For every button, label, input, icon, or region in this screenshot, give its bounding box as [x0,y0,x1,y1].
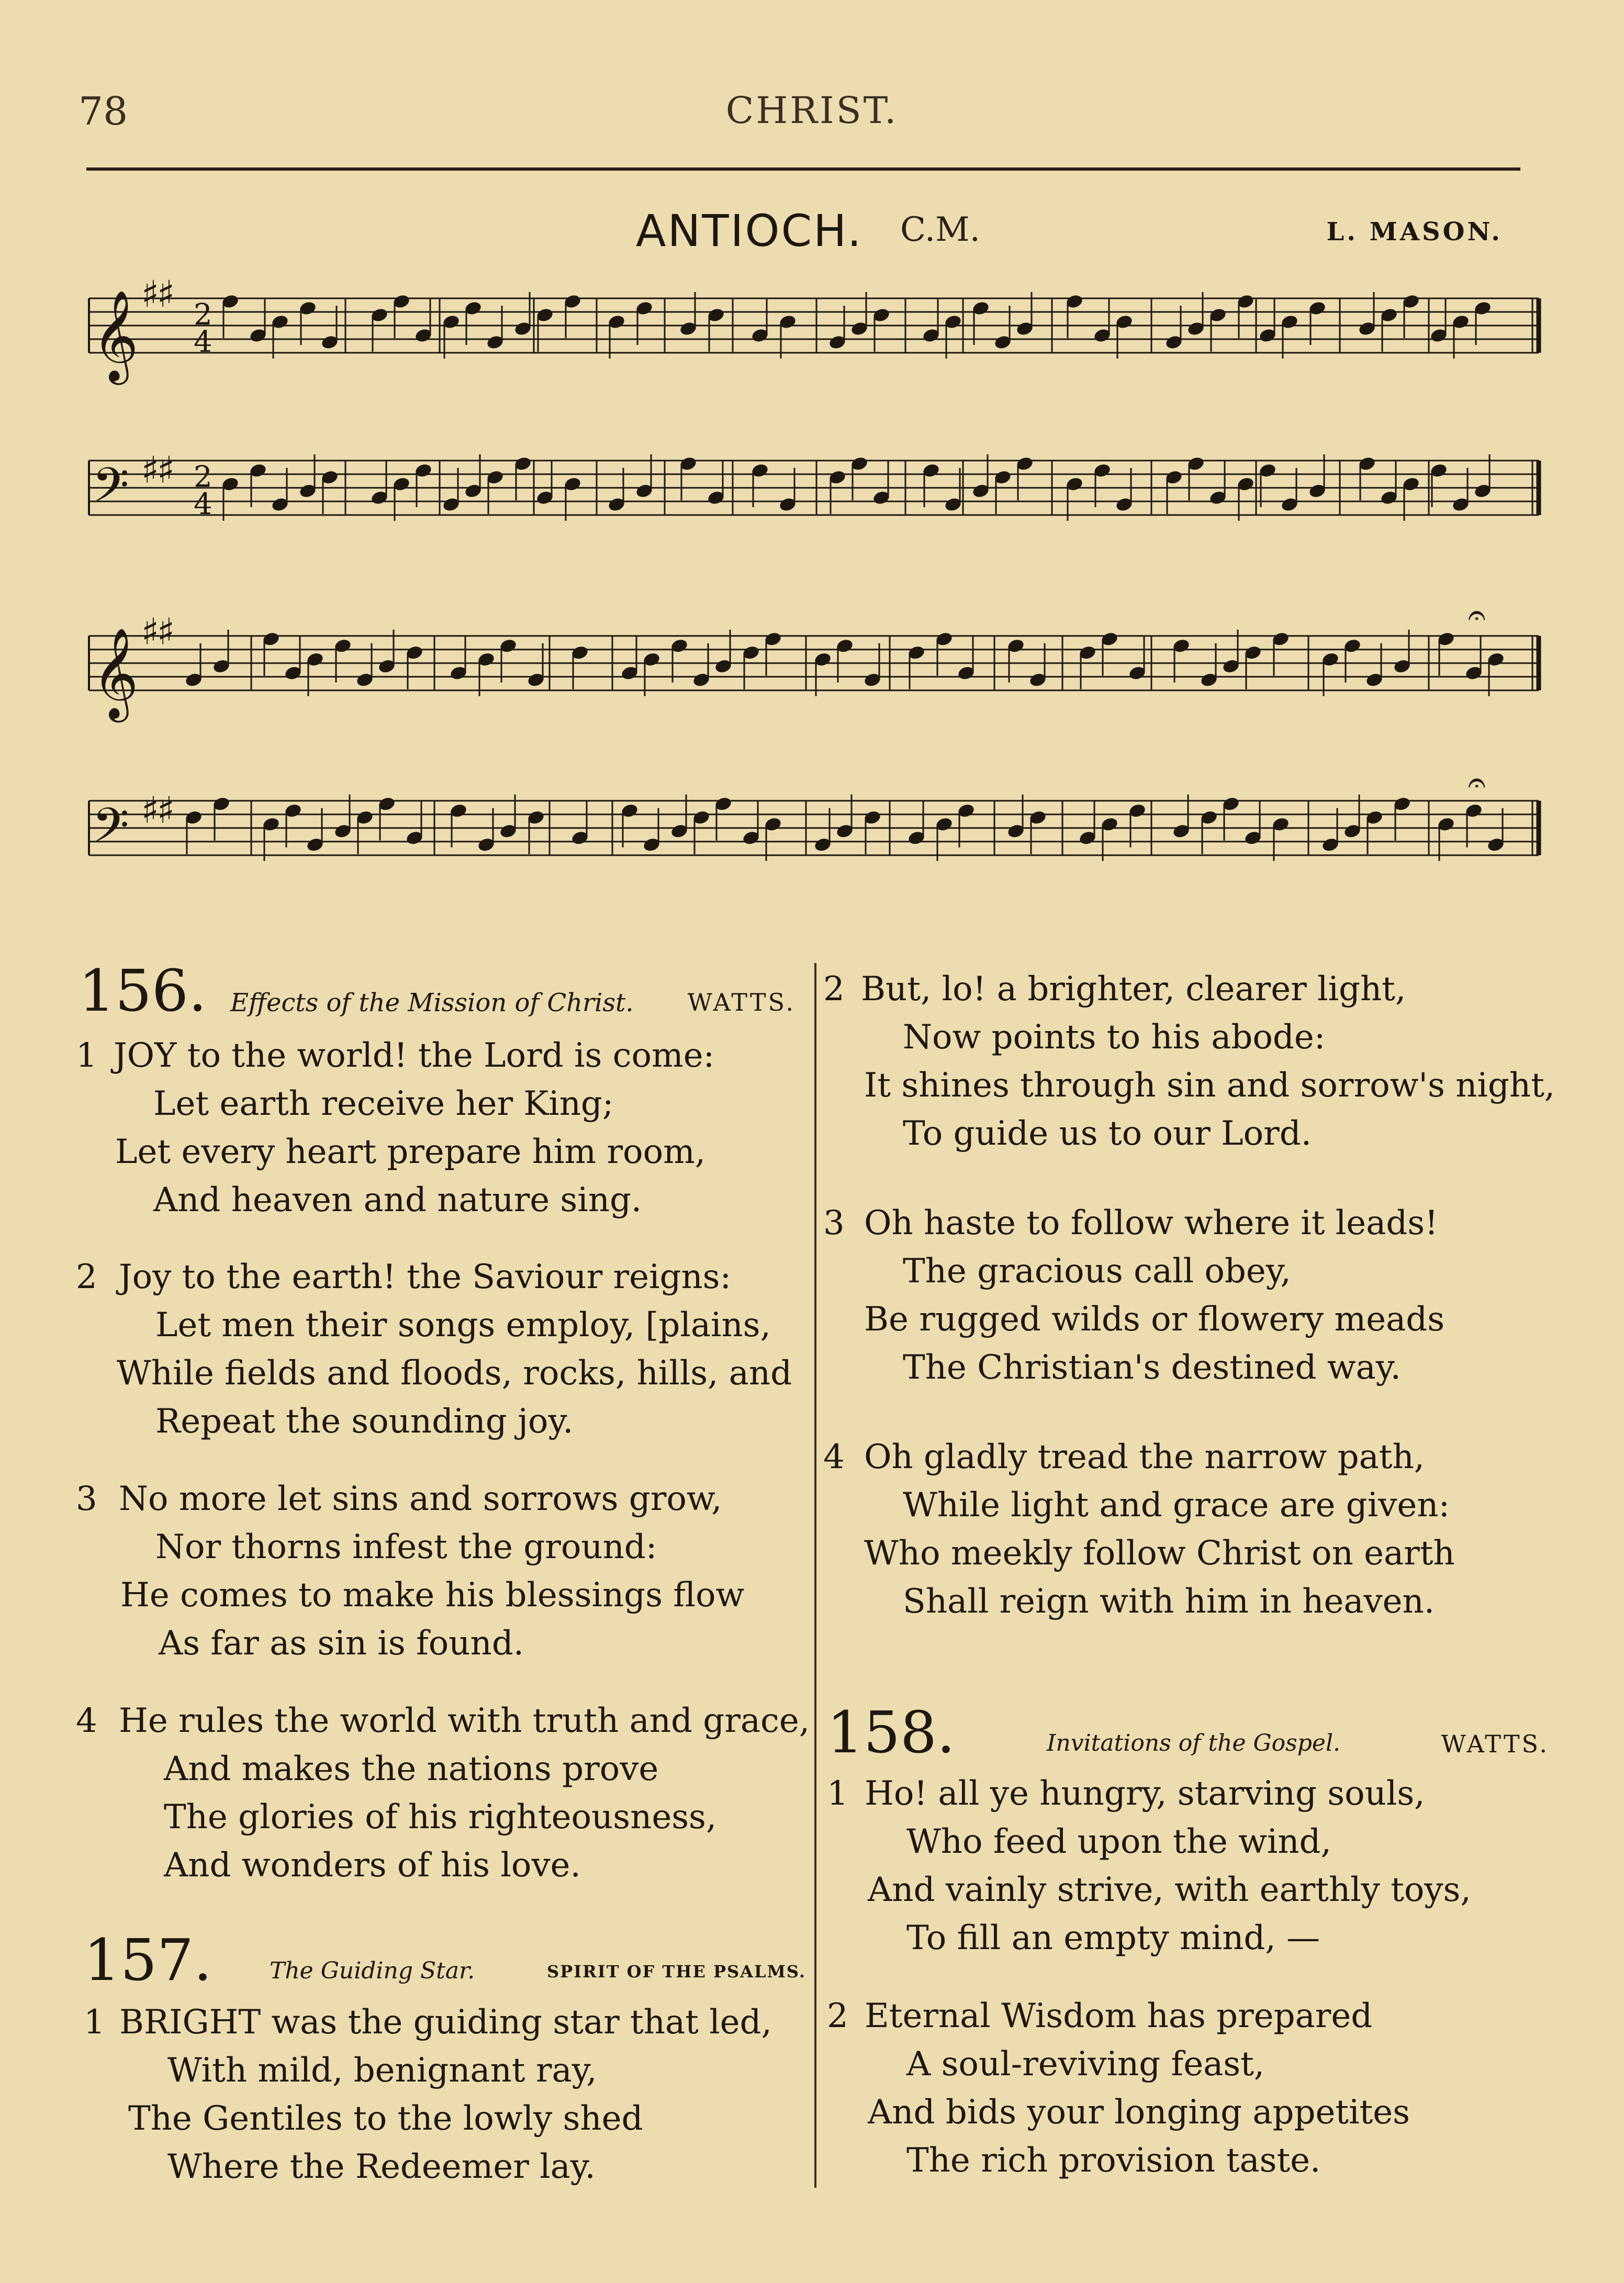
hymn-header [827,1699,1549,1766]
bass-clef-icon: 𝄢 [92,798,129,865]
verse-line: He comes to make his blessings flow [120,1576,745,1615]
verse-number: 1 [76,1036,97,1075]
running-head: CHRIST. [725,89,899,132]
verse-number: 3 [823,1204,845,1243]
verse-line: Joy to the earth! the Saviour reigns: [119,1258,732,1296]
verse-line: Let men their songs employ, [plains, [155,1306,771,1345]
verse-line: The glories of his righteousness, [164,1798,717,1837]
verse-number: 4 [76,1702,97,1740]
hymn-title: Invitations of the Gospel. [1047,1730,1340,1756]
verse-line: Oh haste to follow where it leads! [864,1204,1438,1243]
hymn-number: 156. [79,957,207,1024]
verse-line: And makes the nations prove [164,1750,659,1788]
verse-line: Where the Redeemer lay. [167,2147,596,2186]
tune-meter: C.M. [900,210,980,249]
verse-line: Who feed upon the wind, [906,1822,1331,1861]
verse-number: 1 [84,2003,105,2042]
sharp-icon: ♯ [141,789,159,832]
verse-line: The gracious call obey, [903,1252,1291,1291]
tune-composer: L. MASON. [1326,217,1503,247]
verse-line: Be rugged wilds or flowery meads [864,1300,1445,1339]
verse-number: 2 [827,1997,848,2035]
tune-name: ANTIOCH. [636,205,863,256]
time-sig-top: 2 [194,298,212,332]
verse-line: It shines through sin and sorrow's night, [864,1066,1555,1105]
verse-number: 2 [823,970,845,1009]
verse-line: To guide us to our Lord. [903,1114,1312,1153]
hymn-author: WATTS. [1441,1730,1549,1758]
verse-line: The rich provision taste. [906,2141,1321,2180]
verse-line: And heaven and nature sing. [153,1181,642,1219]
sharp-icon: ♯ [141,610,159,653]
verse-line: And wonders of his love. [164,1846,581,1885]
verse-line: The Gentiles to the lowly shed [128,2099,643,2138]
sharp-icon: ♯ [157,449,175,491]
verse-line: He rules the world with truth and grace, [119,1702,810,1740]
verse-line: And vainly strive, with earthly toys, [868,1871,1471,1909]
verse-line: Shall reign with him in heaven. [903,1582,1435,1621]
verse-line: To fill an empty mind, — [906,1919,1320,1957]
verse-number: 1 [827,1774,848,1813]
verse-line: While light and grace are given: [903,1486,1450,1525]
verse-line: Let earth receive her King; [153,1084,614,1123]
time-sig-bottom: 4 [194,325,212,359]
sharp-icon: ♯ [157,610,175,653]
hymn-title: The Guiding Star. [270,1957,475,1984]
verse-line: But, lo! a brighter, clearer light, [861,970,1406,1009]
hymn-header [79,957,796,1024]
hymn-header [84,1927,806,1994]
verse-line: No more let sins and sorrows grow, [119,1480,722,1518]
verse-line: Now points to his abode: [903,1018,1326,1057]
treble-clef-icon: 𝄞 [92,628,139,719]
hymn-author: SPIRIT OF THE PSALMS. [547,1962,806,1982]
fermata-icon: 𝄐 [1468,764,1486,801]
verse-line: Eternal Wisdom has prepared [865,1997,1373,2035]
page-number: 78 [79,89,128,134]
fermata-icon: 𝄐 [1468,597,1486,633]
verse-line: Ho! all ye hungry, starving souls, [865,1774,1425,1813]
verse-line: With mild, benignant ray, [167,2051,597,2090]
treble-clef-icon: 𝄞 [92,290,139,381]
verse-line: The Christian's destined way. [903,1348,1401,1387]
verse-line: While fields and floods, rocks, hills, and [117,1354,792,1393]
verse-number: 2 [76,1258,97,1296]
verse-line: JOY to the world! the Lord is come: [114,1036,715,1075]
hymn-title: Effects of the Mission of Christ. [230,988,634,1017]
sharp-icon: ♯ [157,789,175,832]
time-sig-bottom: 4 [194,487,212,521]
hymn-author: WATTS. [687,988,796,1016]
bass-clef-icon: 𝄢 [92,457,129,524]
verse-line: As far as sin is found. [159,1624,524,1663]
hymn-number: 158. [827,1699,955,1766]
verse-line: Who meekly follow Christ on earth [864,1534,1455,1573]
sharp-icon: ♯ [141,273,159,316]
verse-line: Nor thorns infest the ground: [155,1528,657,1566]
verse-number: 3 [76,1480,97,1518]
music-score [0,0,1624,953]
verse-line: Repeat the sounding joy. [155,1402,574,1441]
verse-line: Let every heart prepare him room, [115,1133,706,1171]
sharp-icon: ♯ [141,449,159,491]
column-divider [814,963,816,2188]
verse-line: BRIGHT was the guiding star that led, [119,2003,772,2042]
verse-number: 4 [823,1438,845,1476]
hymn-number: 157. [84,1927,212,1994]
time-sig-top: 2 [194,460,212,494]
sharp-icon: ♯ [157,273,175,316]
verse-line: And bids your longing appetites [868,2093,1410,2132]
verse-line: A soul-reviving feast, [906,2045,1265,2084]
verse-line: Oh gladly tread the narrow path, [864,1438,1425,1476]
